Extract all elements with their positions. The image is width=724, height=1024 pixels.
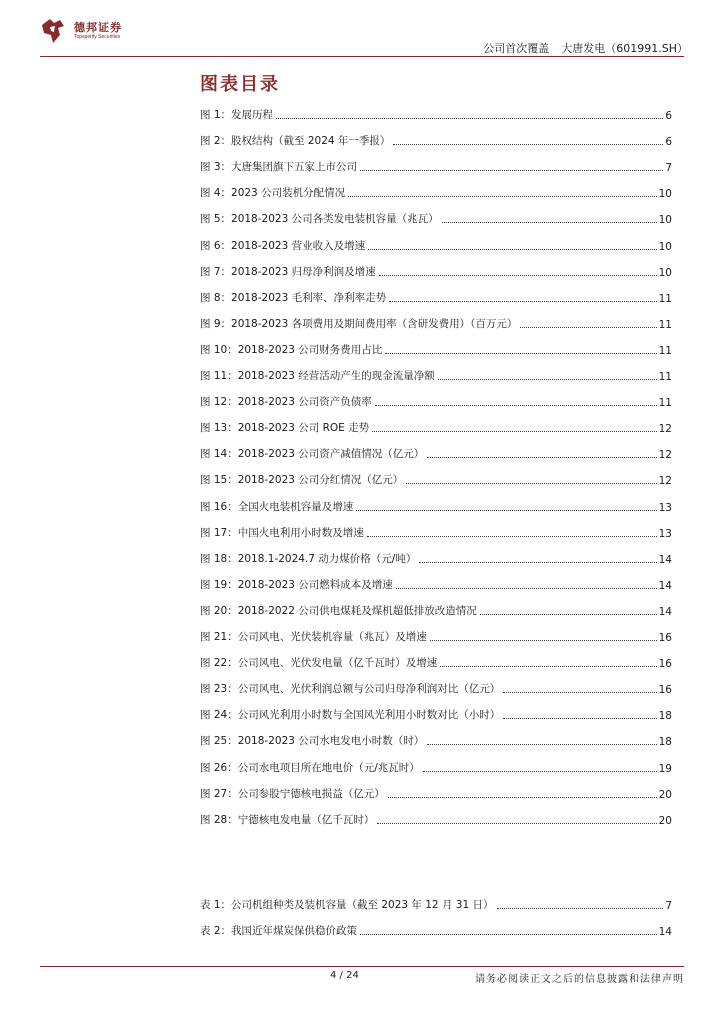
figure-entry[interactable] <box>200 212 672 226</box>
figure-entry-page: 16 <box>658 658 672 671</box>
figure-entry-label: 图 19：2018-2023 公司燃料成本及增速 <box>200 578 393 591</box>
figure-entry-label: 图 20：2018-2022 公司供电煤耗及煤机超低排放改造情况 <box>200 604 477 617</box>
figure-entry-label: 图 14：2018-2023 公司资产减值情况（亿元） <box>200 448 425 461</box>
dot-leader <box>368 248 657 250</box>
figure-entry-label: 图 3：大唐集团旗下五家上市公司 <box>200 161 358 174</box>
figure-entry-page: 11 <box>658 292 672 305</box>
figure-entry-label: 图 23：公司风电、光伏利润总额与公司归母净利润对比（亿元） <box>200 683 501 696</box>
figure-entry-label: 图 18：2018.1-2024.7 动力煤价格（元/吨） <box>200 552 417 565</box>
figure-entry-page: 10 <box>658 240 672 253</box>
table-entry-label: 表 2：我国近年煤炭保供稳价政策 <box>200 925 358 937</box>
figure-entry-page: 11 <box>658 318 672 331</box>
figure-entry[interactable] <box>200 604 672 618</box>
figure-entry-page: 13 <box>658 527 672 540</box>
dot-leader <box>372 430 656 432</box>
dot-leader <box>377 822 656 824</box>
figure-entry[interactable] <box>200 787 672 801</box>
figure-entry-page: 6 <box>665 110 672 122</box>
figure-entry-page: 12 <box>658 475 672 488</box>
figure-entry-label: 图 12：2018-2023 公司资产负债率 <box>200 396 372 409</box>
dot-leader <box>480 613 657 615</box>
figure-entry[interactable] <box>200 291 672 305</box>
figure-entry[interactable] <box>200 682 672 696</box>
figure-entry-label: 图 1：发展历程 <box>200 109 274 121</box>
figure-entry-page: 16 <box>658 684 672 697</box>
figure-entry-page: 20 <box>658 814 672 827</box>
company-name: 大唐发电（601991.SH） <box>561 42 688 55</box>
dot-leader <box>520 326 656 328</box>
figure-entry[interactable] <box>200 447 672 461</box>
figure-entry[interactable] <box>200 369 672 383</box>
figure-entry-label: 图 6：2018-2023 营业收入及增速 <box>200 239 366 252</box>
figure-entry[interactable] <box>200 239 672 253</box>
dot-leader <box>442 221 657 223</box>
figure-entry[interactable] <box>200 656 672 670</box>
figure-entry-label: 图 5：2018-2023 公司各类发电装机容量（兆瓦） <box>200 213 439 226</box>
figure-entry-label: 图 7：2018-2023 归母净利润及增速 <box>200 265 376 278</box>
dot-leader <box>388 796 657 798</box>
figure-entry-page: 11 <box>658 397 672 410</box>
figure-entry-page: 16 <box>658 632 672 644</box>
dot-leader <box>356 509 656 511</box>
dot-leader <box>385 352 656 354</box>
report-type: 公司首次覆盖 <box>483 42 550 55</box>
dot-leader <box>427 743 656 745</box>
figure-entry[interactable] <box>200 813 672 827</box>
figure-entry-page: 18 <box>658 710 672 723</box>
dot-leader <box>497 907 664 909</box>
figure-entry[interactable] <box>200 160 672 174</box>
figure-entry[interactable] <box>200 395 672 409</box>
figure-entry[interactable] <box>200 630 672 644</box>
figure-entry[interactable] <box>200 552 672 566</box>
page-title: 图表目录 <box>200 74 280 95</box>
figure-entry-label: 图 15：2018-2023 公司分红情况（亿元） <box>200 474 404 487</box>
figure-entry[interactable] <box>200 500 672 514</box>
figure-entry[interactable] <box>200 708 672 722</box>
figure-entry-page: 19 <box>658 762 672 775</box>
figure-entry-page: 6 <box>665 136 672 149</box>
dot-leader <box>503 691 656 693</box>
figure-entry[interactable] <box>200 421 672 435</box>
header-report-info <box>483 40 688 56</box>
dot-leader <box>389 300 657 302</box>
logo-english-name: Topsperity Securities <box>74 34 121 40</box>
footer-disclaimer: 请务必阅读正文之后的信息披露和法律声明 <box>475 974 684 985</box>
figure-entry[interactable] <box>200 134 672 148</box>
figure-entry-label: 图 11：2018-2023 经营活动产生的现金流量净额 <box>200 370 435 382</box>
figure-entry[interactable] <box>200 578 672 592</box>
figure-entry-label: 图 8：2018-2023 毛利率、净利率走势 <box>200 291 387 304</box>
figure-entry-label: 图 21：公司风电、光伏装机容量（兆瓦）及增速 <box>200 631 427 643</box>
figure-entry-page: 18 <box>658 736 672 749</box>
figure-entry-page: 7 <box>665 162 672 175</box>
figure-entry-page: 11 <box>658 371 672 383</box>
dot-leader <box>503 717 656 719</box>
dot-leader <box>375 404 657 406</box>
dot-leader <box>379 274 657 276</box>
figure-entry[interactable] <box>200 186 672 200</box>
figure-entry-label: 图 24：公司风光利用小时数与全国风光利用小时数对比（小时） <box>200 709 501 722</box>
dot-leader <box>360 169 663 171</box>
dot-leader <box>438 378 657 380</box>
figure-entry-page: 12 <box>658 449 672 462</box>
figure-entry[interactable] <box>200 734 672 748</box>
figure-entry[interactable] <box>200 526 672 540</box>
logo-chinese-name: 德邦证券 <box>74 21 122 34</box>
figure-entry-label: 图 28：宁德核电发电量（亿千瓦时） <box>200 813 375 826</box>
figure-entry[interactable] <box>200 265 672 279</box>
dot-leader <box>348 195 657 197</box>
figure-entry-page: 20 <box>658 788 672 801</box>
table-entry-page: 14 <box>658 926 672 938</box>
company-logo <box>40 16 122 46</box>
figure-entry[interactable] <box>200 317 672 331</box>
dot-leader <box>423 770 657 772</box>
footer-divider <box>40 966 684 967</box>
figure-entry-page: 10 <box>658 214 672 227</box>
dot-leader <box>419 561 656 563</box>
figure-entry-label: 图 26：公司水电项目所在地电价（元/兆瓦时） <box>200 761 420 774</box>
dot-leader <box>440 665 656 667</box>
figure-entry-label: 图 17：中国火电利用小时数及增速 <box>200 526 364 539</box>
figure-entry-page: 14 <box>658 605 672 618</box>
figure-entry-label: 图 13：2018-2023 公司 ROE 走势 <box>200 422 370 435</box>
figure-entry[interactable] <box>200 108 672 122</box>
figure-entry[interactable] <box>200 343 672 357</box>
figure-entry[interactable] <box>200 761 672 775</box>
figure-entry-label: 图 10：2018-2023 公司财务费用占比 <box>200 343 383 356</box>
table-entry-label: 表 1：公司机组种类及装机容量（截至 2023 年 12 月 31 日） <box>200 899 494 911</box>
dot-leader <box>276 117 663 119</box>
dot-leader <box>430 639 657 641</box>
dot-leader <box>360 933 657 935</box>
table-entry[interactable] <box>200 898 672 912</box>
figure-entry-label: 图 22：公司风电、光伏发电量（亿千瓦时）及增速 <box>200 657 438 670</box>
figure-entry-page: 14 <box>658 579 672 592</box>
figure-entry-label: 图 27：公司参股宁德核电损益（亿元） <box>200 787 385 800</box>
logo-mark-icon <box>40 17 66 45</box>
figure-entry-label: 图 4：2023 公司装机分配情况 <box>200 187 346 200</box>
dot-leader <box>393 143 663 145</box>
figure-entry-label: 图 16：全国火电装机容量及增速 <box>200 500 354 513</box>
table-entry[interactable] <box>200 924 672 938</box>
dot-leader <box>427 456 656 458</box>
figure-entry-page: 14 <box>658 553 672 566</box>
dot-leader <box>406 482 656 484</box>
dot-leader <box>396 587 657 589</box>
table-entry-page: 7 <box>665 900 672 912</box>
figure-entry-label: 图 25：2018-2023 公司水电发电小时数（时） <box>200 735 425 748</box>
figure-entry-label: 图 2：股权结构（截至 2024 年一季报） <box>200 135 391 148</box>
figure-entry-page: 13 <box>658 501 672 514</box>
dot-leader <box>367 535 657 537</box>
figure-entry-page: 11 <box>658 344 672 357</box>
header-divider <box>40 56 684 57</box>
figure-entry-page: 12 <box>658 423 672 436</box>
figure-entry[interactable] <box>200 473 672 487</box>
figure-entry-label: 图 9：2018-2023 各项费用及期间费用率（含研发费用）（百万元） <box>200 317 518 330</box>
figure-entry-page: 10 <box>658 188 672 201</box>
page-number: 4 / 24 <box>330 970 359 981</box>
figure-entry-page: 10 <box>658 266 672 279</box>
